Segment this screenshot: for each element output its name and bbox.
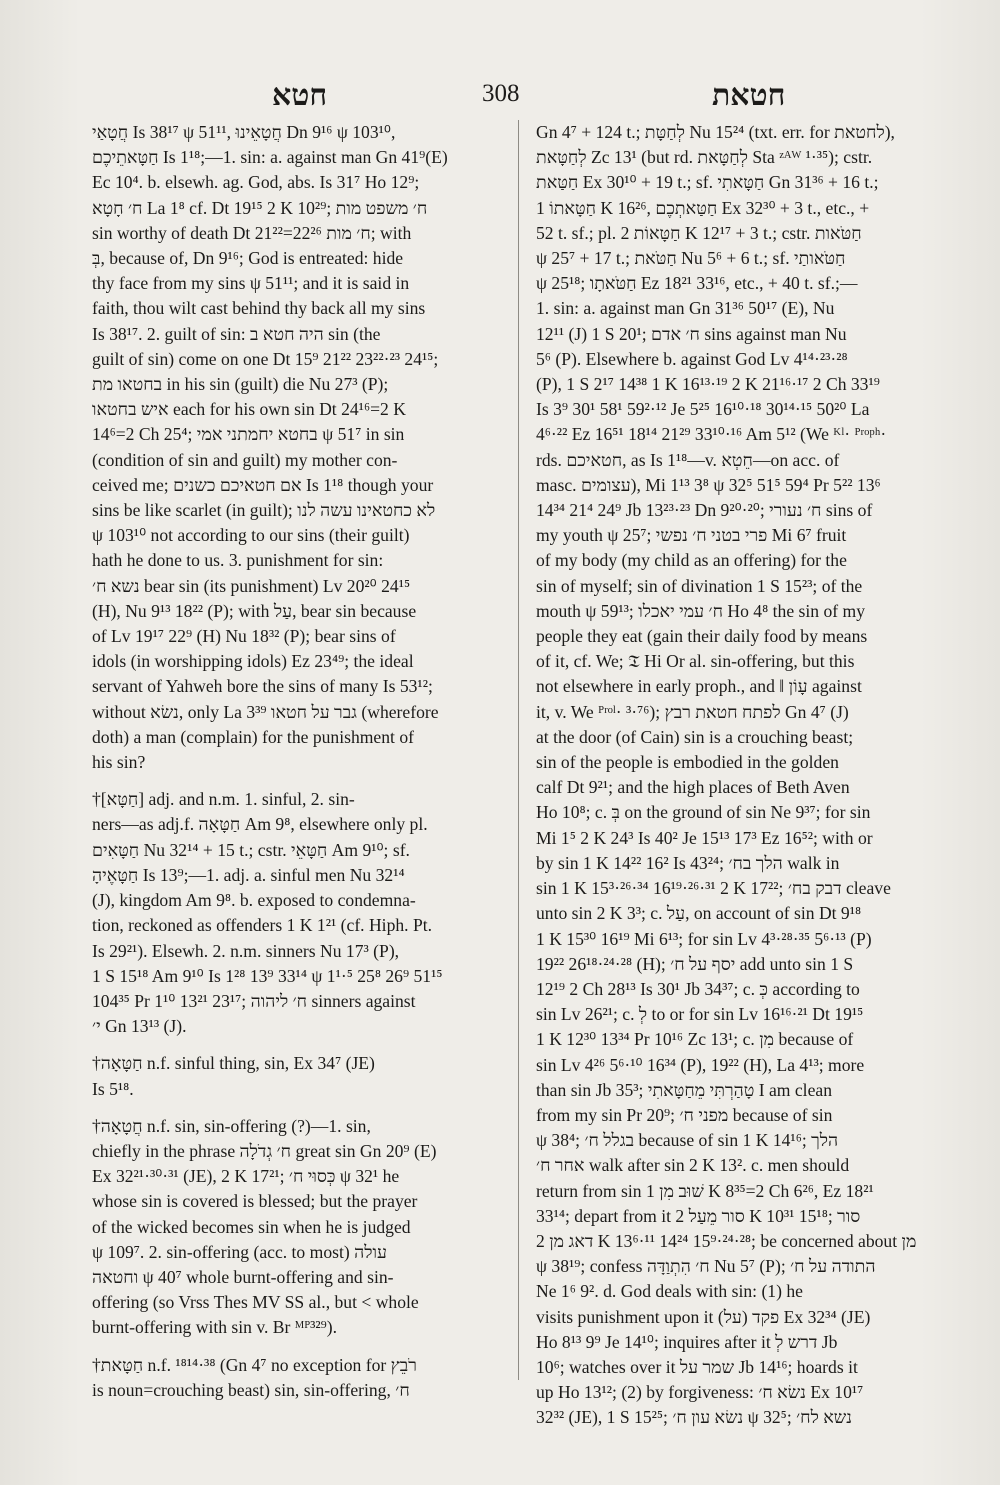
text-line: unto sin 2 K 3³; c. עַל, on account of sin Dt 9¹⁸ [536, 903, 862, 924]
text-line: people they eat (gain their daily food by means [536, 626, 868, 647]
entry-gap [92, 1341, 504, 1353]
text-line: 33¹⁴; depart from it סור מֵעַל 2 K 10³¹ 15¹⁸; סור [536, 1205, 861, 1226]
right-headword: חטאת [712, 78, 786, 113]
text-line: 1. sin: a. against man Gn 31³⁶ 50¹⁷ (E), Nu [536, 298, 835, 319]
page-header [0, 78, 1000, 118]
text-line: Is 29²¹). Elsewh. 2. n.m. sinners Nu 17³ (P), [92, 940, 400, 961]
entry-gap [92, 1102, 504, 1114]
text-line: idols (in worshipping idols) Ez 23⁴⁹; the ideal [92, 651, 414, 672]
text-line: of my body (my child as an offering) for the [536, 550, 847, 571]
text-line: חַטָּאֶיהָ Is 13⁹;—1. adj. a. sinful men Nu 32¹⁴ [92, 864, 405, 885]
text-line: from my sin Pr 20⁹; מפני ח׳ because of sin [536, 1104, 833, 1125]
text-line: return from sin שׁוּב מִן 1 K 8³⁵=2 Ch 6²⁶, Ez 18²¹ [536, 1180, 874, 1201]
text-line: tion, reckoned as offenders 1 K 1²¹ (cf. Hiph. Pt. [92, 915, 433, 936]
text-line: Ne 1⁶ 9². d. God deals with sin: (1) he [536, 1281, 803, 1302]
text-line: Gn 4⁷ + 124 t.; לְחַטָּת Nu 15²⁴ (txt. err. for לחטאת), [536, 122, 895, 142]
text-line: חֲטָאַי Is 38¹⁷ ψ 51¹¹, חֲטָאֵינוּ Dn 9¹⁶ ψ 103¹⁰, [92, 122, 396, 142]
text-line: Is 5¹⁸. [92, 1078, 134, 1099]
text-line: 104³⁵ Pr 1¹⁰ 13²¹ 23¹⁷; ח׳ ליהוה sinners against [92, 990, 416, 1011]
text-line: faith, thou wilt cast behind thy back all my sins [92, 298, 426, 319]
text-line: rds. חטאיכם, as Is 1¹⁸—v. חֵטְא—on acc. of [536, 449, 840, 470]
text-line: 10⁶; watches over it שמר על Jb 14¹⁶; hoards it [536, 1356, 858, 1377]
text-line: †[חַטָּא] adj. and n.m. 1. sinful, 2. sin- [92, 789, 355, 810]
text-line: וחטאה ψ 40⁷ whole burnt-offering and sin- [92, 1266, 394, 1287]
text-line: sin of myself; sin of divination 1 S 15²³; of the [536, 575, 863, 596]
text-line: י׳ Gn 13¹³ (J). [92, 1016, 187, 1037]
text-line: Is 3⁹ 30¹ 58¹ 59²·¹² Je 5²⁵ 16¹⁰·¹⁸ 30¹⁴·¹⁵ 50²⁰ La [536, 399, 870, 420]
text-line: Ec 10⁴. b. elsewh. ag. God, abs. Is 31⁷ Ho 12⁹; [92, 172, 420, 193]
text-line: chiefly in the phrase ח׳ גְדֹלָה great sin Gn 20⁹ (E) [92, 1140, 437, 1161]
text-line: ψ 109⁷. 2. sin-offering (acc. to most) עולה [92, 1241, 387, 1262]
text-line: sin Lv 26²¹; c. לְ to or for sin Lv 16¹⁶·²¹ Dt 19¹⁵ [536, 1004, 864, 1025]
text-line: ceived me; אם חטאיכם כשנים Is 1¹⁸ though your [92, 474, 434, 495]
text-line: (J), kingdom Am 9⁸. b. exposed to condemna- [92, 890, 416, 911]
text-line: חַטָּאתוֹ 1 K 16²⁶, חַטַּאתְכֶם Ex 32³⁰ + 3 t., etc., + [536, 197, 870, 218]
text-line: than sin Jb 35³; טָהַרְתִּי מֵחַטָּאתִי I am clean [536, 1079, 832, 1100]
text-line: 1 K 15³⁰ 16¹⁹ Mi 6¹³; for sin Lv 4³·²⁸·³⁵ 5⁶·¹³ (P) [536, 928, 872, 949]
text-line: at the door (of Cain) sin is a crouching beast; [536, 726, 854, 747]
entry-gap [92, 1039, 504, 1051]
text-line: masc. עצומים), Mi 1¹³ 3⁸ ψ 32⁵ 51⁵ 59⁴ Pr 5²² 13⁶ [536, 474, 881, 495]
text-line: ψ 103¹⁰ not according to our sins (their guilt) [92, 525, 410, 546]
text-line: sins be like scarlet (in guilt); לא כחטאינו עשה לנו [92, 500, 436, 521]
text-line: דאג מן 2 K 13⁶·¹¹ 14²⁴ 15⁹·²⁴·²⁸; be concerned about מן [536, 1230, 917, 1251]
text-line: Is 38¹⁷. 2. guilt of sin: היה חטא ב sin (the [92, 323, 381, 344]
text-line: 12¹⁹ 2 Ch 28¹³ Is 30¹ Jb 34³⁷; c. כְּ according to [536, 978, 860, 999]
text-line: Ex 32²¹·³⁰·³¹ (JE), 2 K 17²¹; כְּסוּי ח׳ ψ 32¹ he [92, 1166, 400, 1187]
text-line: offering (so Vrss Thes MV SS al., but < whole [92, 1292, 419, 1313]
text-line: חַטָּאִים Nu 32¹⁴ + 15 t.; cstr. חַטָּאֵי Am 9¹⁰; sf. [92, 839, 410, 860]
text-line: of it, cf. We; 𝔗 Hi Or al. sin-offering, but this [536, 651, 855, 672]
text-line: 5⁶ (P). Elsewhere b. against God Lv 4¹⁴·²³·²⁸ [536, 348, 848, 369]
text-line: 4⁶·²² Ez 16⁵¹ 18¹⁴ 21²⁹ 33¹⁰·¹⁶ Am 5¹² (We ᴷˡ· ᴾʳᵒᵖʰ· [536, 424, 887, 445]
text-line: 1 K 12³⁰ 13³⁴ Pr 10¹⁶ Zc 13¹; c. מִן because of [536, 1029, 854, 1050]
text-line: sin Lv 4²⁶ 5⁶·¹⁰ 16³⁴ (P), 19²² (H), La 4¹³; more [536, 1054, 865, 1075]
text-line: 14⁶=2 Ch 25⁴; בחטא יחמתני אמי ψ 51⁷ in sin [92, 424, 405, 445]
text-line: Ho 10⁸; c. בְּ on the ground of sin Ne 9³⁷; for sin [536, 802, 871, 823]
text-line: of Lv 19¹⁷ 22⁹ (H) Nu 18³² (P); bear sins of [92, 626, 396, 647]
left-headword: חטא [272, 78, 328, 113]
text-line: ח׳ חָטָא La 1⁸ cf. Dt 19¹⁵ 2 K 10²⁹; ח׳ משפט מות [92, 197, 428, 218]
text-line: of the wicked becomes sin when he is judged [92, 1216, 411, 1237]
text-line: חַטַּאת Ex 30¹⁰ + 19 t.; sf. חַטָּאתִי Gn 31³⁶ + 16 t.; [536, 172, 879, 193]
text-line: Ho 8¹³ 9⁹ Je 14¹⁰; inquires after it דרש לְ Jb [536, 1331, 838, 1352]
text-line: †חֲטָאָה n.f. sin, sin-offering (?)—1. sin, [92, 1115, 371, 1136]
text-line: burnt-offering with sin v. Br ᴹᴾ³²⁹). [92, 1317, 338, 1338]
right-column [536, 120, 944, 1470]
column-divider [518, 120, 519, 1380]
text-line: ψ 25⁷ + 17 t.; חַטֹּאת Nu 5⁶ + 6 t.; sf. חַטֹּאותַי [536, 248, 846, 269]
text-line: ψ 25¹⁸; חַטֹּאתָו Ez 18²¹ 33¹⁶, etc., + 40 t. sf.;— [536, 273, 858, 294]
text-line: ners—as adj.f. חַטָּאָה Am 9⁸, elsewhere only pl. [92, 814, 428, 835]
entry-gap [92, 775, 504, 787]
text-line: †חַטָּאת n.f. ¹⁸¹⁴·³⁸ (Gn 4⁷ no exception for רֹבֵץ [92, 1354, 417, 1375]
text-line: it, v. We ᴾʳᵒˡ· ³·⁷⁶); לפתח חטאת רבץ Gn 4⁷ (J) [536, 701, 849, 722]
text-line: (H), Nu 9¹³ 18²² (P); with עַל, bear sin because [92, 600, 417, 621]
text-line: (P), 1 S 2¹⁷ 14³⁸ 1 K 16¹³·¹⁹ 2 K 21¹⁶·¹⁷ 2 Ch 33¹⁹ [536, 374, 880, 395]
text-line: not elsewhere in early proph., and ‖ עָוֹן against [536, 676, 862, 697]
text-line: visits punishment upon it (על) פקד Ex 32³⁴ (JE) [536, 1306, 871, 1327]
text-line: ψ 38⁴; בגלל ח׳ because of sin 1 K 14¹⁶; הלך [536, 1130, 839, 1151]
text-line: mouth ψ 59¹³; ח׳ עמי יאכלו Ho 4⁸ the sin of my [536, 600, 865, 621]
text-line: is noun=crouching beast) sin, sin-offering, ח׳ [92, 1379, 410, 1400]
text-line: 14³⁴ 21⁴ 24⁹ Jb 13²³·²³ Dn 9²⁰·²⁰; ח׳ נעורי sins of [536, 500, 873, 521]
text-line: by sin 1 K 14²² 16² Is 43²⁴; הלך בח׳ walk in [536, 852, 840, 873]
text-line: whose sin is covered is blessed; but the prayer [92, 1191, 418, 1212]
text-line: לְחַטָּאת Zc 13¹ (but rd. לְחַטָּאת Sta ᶻᴬᵂ ¹·³⁵); cstr. [536, 147, 873, 168]
text-line: his sin? [92, 752, 146, 773]
text-line: †חַטָּאָה n.f. sinful thing, sin, Ex 34⁷ (JE) [92, 1053, 375, 1074]
text-line: בְּ, because of, Dn 9¹⁶; God is entreated: hide [92, 248, 404, 269]
text-line: Mi 1⁵ 2 K 24³ Is 40² Je 15¹³ 17³ Ez 16⁵²; with or [536, 827, 873, 848]
text-line: נשא ח׳ bear sin (its punishment) Lv 20²⁰ 24¹⁵ [92, 575, 411, 596]
text-line: sin worthy of death Dt 21²²=ח׳ מות 22²⁶; with [92, 222, 412, 243]
text-line: 52 t. sf.; pl. חַטָּאוֹת 2 K 12¹⁷ + 3 t.; cstr. חַטֹּאות [536, 222, 862, 243]
left-column [92, 120, 504, 1470]
text-line: איש בחטאו each for his own sin Dt 24¹⁶=2 K [92, 399, 406, 420]
text-line: 12¹¹ (J) 1 S 20¹; ח׳ אדם sins against man Nu [536, 323, 847, 344]
text-line: thy face from my sins ψ 51¹¹; and it is said in [92, 273, 410, 294]
text-line: ψ 38¹⁹; confess ח׳ הִתְוַדָּה Nu 5⁷ (P); התודה על ח׳ [536, 1256, 876, 1277]
text-line: בחטאו מת in his sin (guilt) die Nu 27³ (P); [92, 374, 389, 395]
text-line: 32³² (JE), 1 S 15²⁵; נשׂא עון ח׳ ψ 32⁵; נשא לח׳ [536, 1407, 852, 1428]
text-line: calf Dt 9²¹; and the high places of Beth Aven [536, 777, 850, 798]
text-line: חַטָּאתֵיכֶם Is 1¹⁸;—1. sin: a. against man Gn 41⁹(E) [92, 147, 448, 168]
text-line: servant of Yahweh bore the sins of many Is 53¹²; [92, 676, 433, 697]
text-line: without נשׂא, only La 3³⁹ גבר על חטאו (wherefore [92, 701, 439, 722]
text-line: 19²² 26¹⁸·²⁴·²⁸ (H); יסף על ח׳ add unto sin 1 S [536, 953, 854, 974]
text-line: guilt of sin) come on one Dt 15⁹ 21²² 23²²·²³ 24¹⁵; [92, 348, 439, 369]
text-line: אחר ח׳ walk after sin 2 K 13². c. men should [536, 1155, 850, 1176]
text-line: my youth ψ 25⁷; פרי בטני ח׳ נפשי Mi 6⁷ fruit [536, 525, 847, 546]
text-line: 1 S 15¹⁸ Am 9¹⁰ Is 1²⁸ 13⁹ 33¹⁴ ψ 1¹·⁵ 25⁸ 26⁹ 51¹⁵ [92, 965, 443, 986]
text-line: sin 1 K 15³·²⁶·³⁴ 16¹⁹·²⁶·³¹ 2 K 17²²; דבק בח׳ cleave [536, 878, 891, 899]
text-line: doth) a man (complain) for the punishment of [92, 726, 414, 747]
text-line: hath he done to us. 3. punishment for sin: [92, 550, 384, 571]
text-line: up Ho 13¹²; (2) by forgiveness: נשׂא ח׳ Ex 10¹⁷ [536, 1382, 864, 1403]
page-number: 308 [482, 80, 520, 107]
text-line: sin of the people is embodied in the golden [536, 752, 839, 773]
text-line: (condition of sin and guilt) my mother con- [92, 449, 398, 470]
